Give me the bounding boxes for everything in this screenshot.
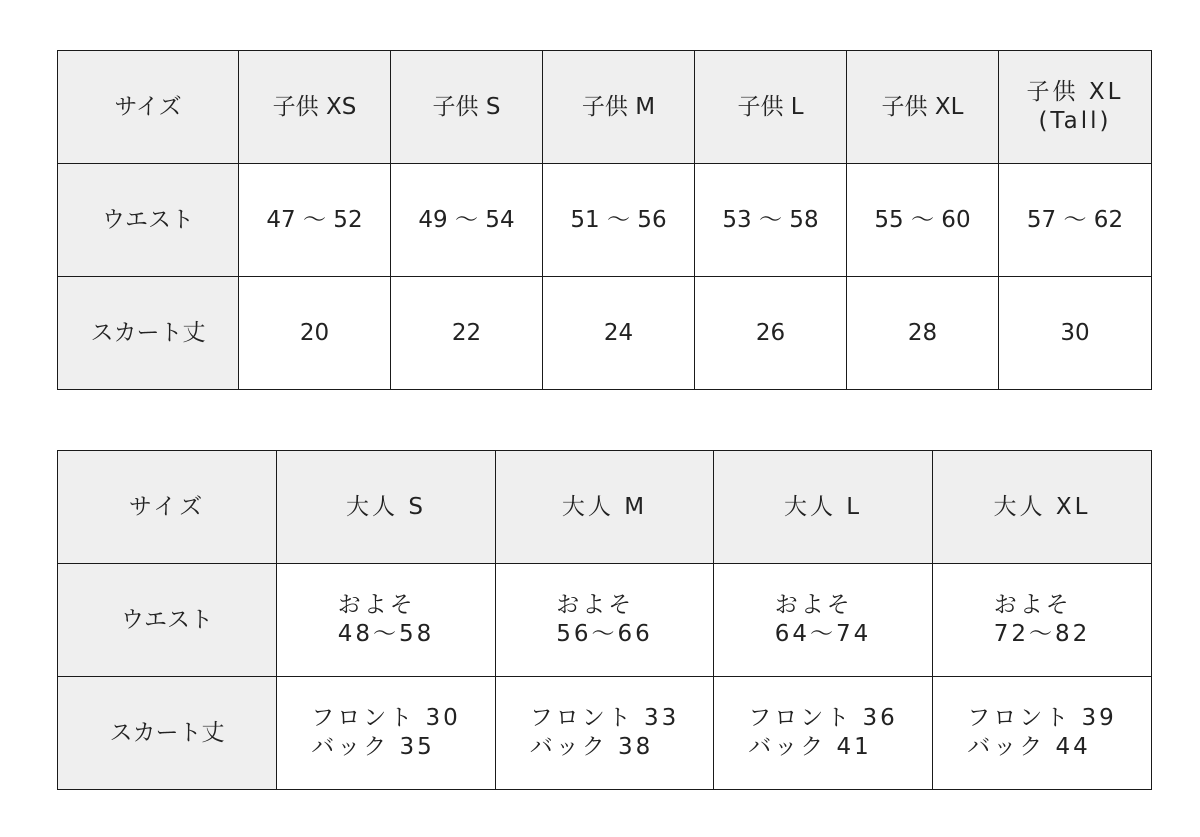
adult-skirt-l-line1: フロント 36 [748, 705, 898, 732]
kids-header-xl-tall [999, 51, 1152, 164]
adult-skirt-s-line2: バック 35 [311, 734, 435, 760]
adult-skirt-s [277, 677, 496, 790]
adult-waist-s-line1: およそ [337, 592, 416, 619]
adult-waist-label: ウエスト [58, 564, 277, 677]
kids-waist-row [58, 164, 1152, 277]
adult-waist-l-line2: 64〜74 [774, 621, 872, 647]
adult-waist-xl [933, 564, 1152, 677]
kids-header-l: 子供 L [695, 51, 847, 164]
adult-waist-m [496, 564, 714, 677]
kids-skirt-l: 26 [695, 277, 847, 390]
kids-header-m: 子供 M [543, 51, 695, 164]
adult-skirt-label: スカート丈 [58, 677, 277, 790]
adult-header-row [58, 451, 1152, 564]
adult-waist-s [277, 564, 496, 677]
kids-skirt-xs: 20 [239, 277, 391, 390]
kids-header-xs: 子供 XS [239, 51, 391, 164]
adult-skirt-s-line1: フロント 30 [311, 705, 461, 732]
adult-waist-m-line1: およそ [556, 592, 635, 619]
kids-skirt-s: 22 [391, 277, 543, 390]
kids-header-xl-tall-line1: 子供 XL [1026, 79, 1124, 106]
adult-size-table [57, 450, 1152, 790]
adult-waist-row [58, 564, 1152, 677]
kids-size-table [57, 50, 1152, 390]
adult-waist-m-line2: 56〜66 [556, 621, 653, 647]
kids-waist-xs: 47 〜 52 [239, 164, 391, 277]
adult-skirt-m-line2: バック 38 [529, 734, 654, 760]
adult-header-l: 大人 L [714, 451, 933, 564]
adult-skirt-l-line2: バック 41 [748, 734, 872, 760]
kids-waist-m: 51 〜 56 [543, 164, 695, 277]
kids-skirt-label: スカート丈 [58, 277, 239, 390]
adult-waist-xl-line1: およそ [993, 592, 1072, 619]
adult-waist-l-line1: およそ [774, 592, 853, 619]
kids-header-size: サイズ [58, 51, 239, 164]
adult-skirt-l [714, 677, 933, 790]
kids-skirt-row [58, 277, 1152, 390]
kids-header-xl: 子供 XL [847, 51, 999, 164]
kids-header-xl-tall-line2: (Tall) [1038, 108, 1112, 134]
kids-header-row [58, 51, 1152, 164]
kids-waist-s: 49 〜 54 [391, 164, 543, 277]
adult-skirt-m [496, 677, 714, 790]
kids-waist-label: ウエスト [58, 164, 239, 277]
kids-skirt-xl-tall: 30 [999, 277, 1152, 390]
adult-skirt-m-line1: フロント 33 [529, 705, 680, 732]
adult-waist-xl-line2: 72〜82 [993, 621, 1091, 647]
kids-waist-xl-tall: 57 〜 62 [999, 164, 1152, 277]
kids-skirt-xl: 28 [847, 277, 999, 390]
adult-skirt-row [58, 677, 1152, 790]
adult-waist-l [714, 564, 933, 677]
adult-skirt-xl [933, 677, 1152, 790]
adult-header-m: 大人 M [496, 451, 714, 564]
kids-header-s: 子供 S [391, 51, 543, 164]
adult-header-xl: 大人 XL [933, 451, 1152, 564]
kids-waist-l: 53 〜 58 [695, 164, 847, 277]
adult-waist-s-line2: 48〜58 [337, 621, 435, 647]
kids-skirt-m: 24 [543, 277, 695, 390]
adult-skirt-xl-line1: フロント 39 [967, 705, 1117, 732]
adult-header-size: サイズ [58, 451, 277, 564]
adult-skirt-xl-line2: バック 44 [967, 734, 1091, 760]
kids-waist-xl: 55 〜 60 [847, 164, 999, 277]
adult-header-s: 大人 S [277, 451, 496, 564]
